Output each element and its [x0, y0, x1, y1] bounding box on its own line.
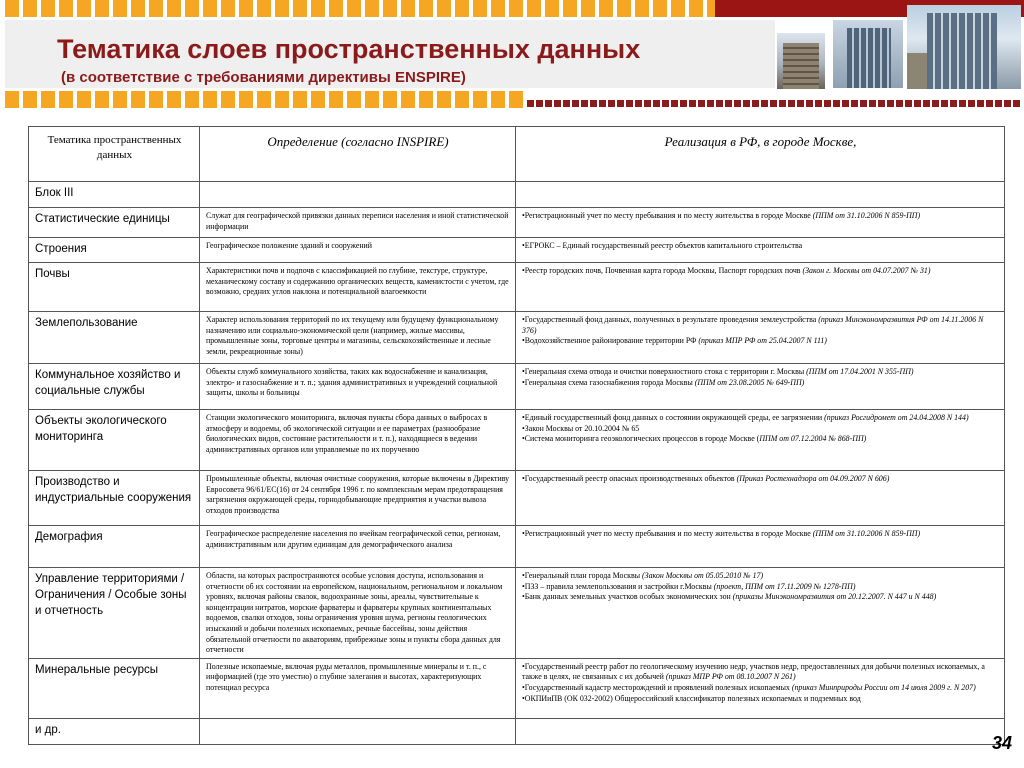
implementation-text: Единый государственный фонд данных о состоянии окружающей среды, ее загрязнении — [524, 413, 825, 422]
table-header-row — [29, 127, 1005, 182]
row-implementation-cell — [516, 410, 1005, 471]
row-theme-cell: Производство и индустриальные сооружения — [29, 471, 200, 526]
slide-header — [0, 0, 1024, 112]
implementation-text: Государственный реестр работ по геологическому изучению недр, участков недр, предоставленных для добычи полезных ископаемых, а также в целях, не связанных с их добычей — [522, 661, 985, 682]
row-implementation-cell — [516, 718, 1005, 744]
column-header-implementation: Реализация в РФ, в городе Москве, — [516, 127, 1005, 182]
row-definition-cell: Характеристики почв и подпочв с классификацией по глубине, текстуре, структуре, механическому составу и содержанию органических веществ, каменистости с учетом, где возможно, средних углов наклона и потенциальной влагоемкости — [200, 263, 516, 312]
legal-reference: (ППМ от 17.04.2001 N 355-ПП) — [806, 367, 914, 376]
row-theme-cell: Управление территориями / Ограничения / Особые зоны и отчетность — [29, 568, 200, 659]
implementation-item — [522, 571, 999, 582]
row-implementation-cell — [516, 182, 1005, 208]
table-row — [29, 364, 1005, 410]
legal-reference: (проект, ППМ от 17.11.2009 № 1278-ПП) — [713, 581, 856, 591]
implementation-text: Регистрационный учет по месту пребывания и по месту жительства в городе Москве — [524, 529, 813, 538]
implementation-item — [522, 424, 999, 435]
legal-reference: (Приказ Ростехнадзора от 04.09.2007 N 606) — [736, 474, 890, 483]
implementation-item — [522, 336, 999, 347]
row-theme-cell: Статистические единицы — [29, 208, 200, 238]
implementation-item — [522, 211, 999, 222]
decorative-square-strip — [527, 100, 1022, 107]
implementation-text: Генеральная схема отвода и очистки поверхностного стока с территории г. Москвы — [524, 367, 807, 376]
legal-reference: (ППМ от 31.10.2006 N 859-ПП) — [812, 211, 921, 220]
implementation-item — [522, 378, 999, 389]
table-row — [29, 658, 1005, 718]
legal-reference: (приказы Минэкономразвития от 20.12.2007. N 447 и N 448) — [732, 592, 937, 602]
implementation-text: Реестр городских почв, Почвенная карта города Москвы, Паспорт городских почв — [524, 266, 803, 275]
row-theme-cell: Строения — [29, 238, 200, 263]
row-implementation-cell — [516, 312, 1005, 364]
implementation-item — [522, 592, 999, 603]
implementation-text: Государственный кадастр месторождений и проявлений полезных ископаемых — [524, 682, 792, 692]
table-row — [29, 312, 1005, 364]
row-definition-cell: Промышленные объекты, включая очистные сооружения, которые включены в Директиву Евросовета 96/61/ЕС(16) от 24 сентября 1996 г. по комплексным мерам предотвращения загрязнения окружающей среды, горнодобывающие предприятия и участки вывоза отходов производства — [200, 471, 516, 526]
row-implementation-cell — [516, 364, 1005, 410]
implementation-item — [522, 474, 999, 485]
slide-subtitle: (в соответствие с требованиями директивы ENSPIRE) — [61, 69, 466, 86]
page-number: 34 — [992, 733, 1013, 753]
implementation-item — [522, 315, 999, 336]
implementation-text: Банк данных земельных участков особых экономических зон — [524, 592, 733, 602]
table-row — [29, 410, 1005, 471]
decorative-dash-strip-top — [5, 0, 715, 17]
table-row — [29, 568, 1005, 659]
row-definition-cell: Объекты служб коммунального хозяйства, таких как водоснабжение и канализация, электро- и газоснабжение и т. п.; здания административных и учреждений социальной защиты, школы и больницы — [200, 364, 516, 410]
row-definition-cell: Географическое распределение населения по ячейкам географической сетки, регионам, административным или другим единицам для демографического анализа — [200, 526, 516, 568]
building-photo-1 — [777, 33, 825, 89]
legal-reference: (приказ Минприроды России от 14 июля 2009 г. N 207) — [791, 682, 976, 692]
row-theme-cell: Объекты экологического мониторинга — [29, 410, 200, 471]
row-definition-cell: Географическое положение зданий и сооружений — [200, 238, 516, 263]
spatial-data-themes-table — [28, 126, 1005, 745]
implementation-text: Водохозяйственное районирование территории РФ — [524, 336, 699, 346]
implementation-item — [522, 241, 999, 252]
implementation-text: Государственный реестр опасных производственных объектов — [524, 474, 737, 483]
legal-reference: (Закон г. Москвы от 04.07.2007 № 31) — [802, 266, 931, 275]
row-theme-cell: и др. — [29, 718, 200, 744]
legal-reference: (приказ МПР РФ от 08.10.2007 N 261) — [665, 672, 796, 682]
implementation-text: Система мониторинга геоэкологических процессов в городе Москве ( — [524, 434, 760, 444]
column-header-definition: Определение (согласно INSPIRE) — [200, 127, 516, 182]
implementation-text: ОКПИиПВ (ОК 032-2002) Общероссийский классификатор полезных ископаемых и подземных вод — [524, 693, 861, 703]
column-header-theme: Тематика пространственных данных — [29, 127, 200, 182]
row-implementation-cell — [516, 471, 1005, 526]
row-definition-cell: Характер использования территорий по их текущему или будущему функциональному назначению или социально-экономической цели (например, жилые массивы, промышленные зоны, торговые центры и магазины, сельскохозяйственные и лесные земли, рекреационные зоны) — [200, 312, 516, 364]
decorative-dash-strip-bottom — [5, 91, 525, 108]
row-implementation-cell — [516, 238, 1005, 263]
row-definition-cell — [200, 718, 516, 744]
implementation-item — [522, 529, 999, 540]
implementation-text: Генеральная схема газоснабжения города Москвы — [524, 377, 695, 387]
row-definition-cell: Области, на которых распространяются особые условия доступа, использования и отчетности об их состоянии на европейском, национальном, региональном и локальном уровнях, включая районы свалок, водоохранные зоны, ареалы, чувствительные к концентрации нитратов, морские фарватеры и фарватеры крупных континентальных водоемов, свалки отходов, зоны ограничения уровня шума, регионы геологических изысканий и добычи полезных ископаемых, речные бассейны, зоны действия обязательной отчетности по акваториям, прибрежные зоны и пункты сбора данных для отчетности — [200, 568, 516, 659]
implementation-text: ПЗЗ – правила землепользования и застройки г.Москвы — [524, 581, 714, 591]
table-row — [29, 718, 1005, 744]
table-row — [29, 526, 1005, 568]
implementation-text: Генеральный план города Москвы — [524, 571, 643, 580]
implementation-item — [522, 694, 999, 705]
table-row — [29, 182, 1005, 208]
legal-reference: (приказ Росгидромет от 24.04.2008 N 144) — [824, 413, 969, 422]
legal-reference: (приказ МПР РФ от 25.04.2007 N 111) — [698, 336, 827, 346]
table-row — [29, 208, 1005, 238]
table-row — [29, 471, 1005, 526]
implementation-item — [522, 662, 999, 683]
implementation-item — [522, 582, 999, 593]
legal-reference: (приказ Минэкономразвития РФ от 14.11.2006 N 376) — [522, 315, 984, 335]
legal-reference: (ППМ от 31.10.2006 N 859-ПП) — [812, 529, 921, 538]
row-implementation-cell — [516, 263, 1005, 312]
row-implementation-cell — [516, 526, 1005, 568]
row-theme-cell: Коммунальное хозяйство и социальные службы — [29, 364, 200, 410]
legal-reference: ППМ от 07.12.2004 № 868-ПП) — [759, 434, 867, 444]
row-definition-cell: Служат для географической привязки данных переписи населения и иной статистической информации — [200, 208, 516, 238]
slide-title: Тематика слоев пространственных данных — [57, 34, 641, 64]
row-implementation-cell — [516, 208, 1005, 238]
implementation-text: Государственный фонд данных, полученных в результате проведения землеустройства — [524, 315, 819, 324]
table-row — [29, 263, 1005, 312]
implementation-text: ЕГРОКС – Единый государственный реестр объектов капитального строительства — [524, 241, 803, 250]
implementation-item — [522, 434, 999, 445]
building-photo-2 — [833, 20, 903, 88]
implementation-item — [522, 367, 999, 378]
row-definition-cell — [200, 182, 516, 208]
row-implementation-cell — [516, 658, 1005, 718]
implementation-item — [522, 413, 999, 424]
row-theme-cell: Демография — [29, 526, 200, 568]
table-row — [29, 238, 1005, 263]
row-theme-cell: Минеральные ресурсы — [29, 658, 200, 718]
row-theme-cell: Землепользование — [29, 312, 200, 364]
implementation-item — [522, 266, 999, 277]
legal-reference: (ППМ от 23.08.2005 № 649-ПП) — [694, 377, 805, 387]
legal-reference: (Закон Москвы от 05.05.2010 № 17) — [642, 571, 764, 580]
row-theme-cell: Блок III — [29, 182, 200, 208]
row-definition-cell: Станции экологического мониторинга, включая пункты сбора данных о выбросах в атмосферу и водоемы, об экологической ситуации и ее параметрах (разнообразие биологических видов, состояние растительности и т. п.), находящиеся в ведении административных органов или управляемые по их поручению — [200, 410, 516, 471]
implementation-text: Закон Москвы от 20.10.2004 № 65 — [524, 423, 640, 433]
row-implementation-cell — [516, 568, 1005, 659]
building-photo-3 — [907, 5, 1021, 89]
implementation-text: Регистрационный учет по месту пребывания и по месту жительства в городе Москве — [524, 211, 813, 220]
row-definition-cell: Полезные ископаемые, включая руды металлов, промышленные минералы и т. п., с информацией (где это уместно) о глубине залегания и высотах, характеризующих потенциал ресурса — [200, 658, 516, 718]
implementation-item — [522, 683, 999, 694]
row-theme-cell: Почвы — [29, 263, 200, 312]
